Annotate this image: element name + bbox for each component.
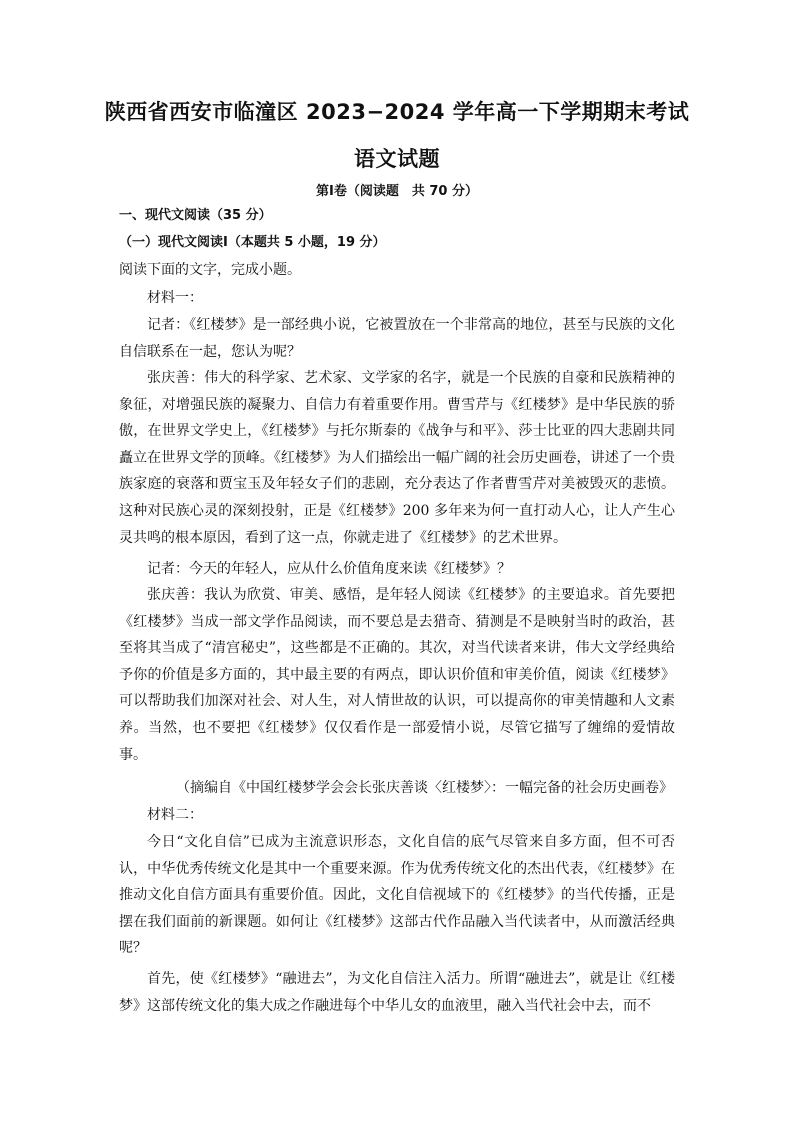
interview-answer-2: 张庆善：我认为欣赏、审美、感悟，是年轻人阅读《红楼梦》的主要追求。首先要把《红楼梦》当成一部文学作品阅读，而不要总是去猎奇、猜测是不是映射当时的政治，甚至将其当成了“清宫秘史”，这些都是不正确的。其次，对当代读者来讲，伟大文学经典给予你的价值是多方面的，其中最主要的有两点，即认识价值和审美价值，阅读《红楼梦》可以帮助我们加深对社会、对人生，对人情世故的认识，可以提高你的审美情趣和人文素养。当然，也不要把《红楼梦》仅仅看作是一部爱情小说，尽管它描写了缠绵的爱情故事。 <box>119 587 675 763</box>
material-one-label: 材料一： <box>147 290 203 306</box>
material-one-source: （摘编自《中国红楼梦学会会长张庆善谈〈红楼梦〉：一幅完备的社会历史画卷》 <box>176 780 673 796</box>
interview-question-2: 记者：今天的年轻人，应从什么价值角度来读《红楼梦》？ <box>147 561 511 577</box>
section-heading: 一、现代文阅读（35 分） <box>119 208 272 223</box>
material-two-paragraph-1: 今日“文化自信”已成为主流意识形态，文化自信的底气尽管来自多方面，但不可否认，中华优秀传统文化是其中一个重要来源。作为优秀传统文化的杰出代表，《红楼梦》在推动文化自信方面具有重要价值。因此，文化自信视域下的《红楼梦》的当代传播，正是摆在我们面前的新课题。如何让《红楼梦》这部古代作品融入当代读者中，从而激活经典呢？ <box>119 834 675 957</box>
subsection-heading: （一）现代文阅读Ⅰ（本题共 5 小题，19 分） <box>119 235 386 250</box>
interview-question-1: 记者：《红楼梦》是一部经典小说，它被置放在一个非常高的地位，甚至与民族的文化自信联系在一起，您认为呢？ <box>119 317 675 360</box>
material-two-paragraph-2: 首先，使《红楼梦》“融进去”，为文化自信注入活力。所谓“融进去”，就是让《红楼梦》这部传统文化的集大成之作融进每个中华儿女的血液里，融入当代社会中去，而不 <box>119 971 675 1014</box>
material-two-label: 材料二： <box>147 807 203 823</box>
interview-answer-1: 张庆善：伟大的科学家、艺术家、文学家的名字，就是一个民族的自豪和民族精神的象征，对增强民族的凝聚力、自信力有着重要作用。曹雪芹与《红楼梦》是中华民族的骄傲，在世界文学史上，《红楼梦》与托尔斯泰的《战争与和平》、莎士比亚的四大悲剧共同矗立在世界文学的顶峰。《红楼梦》为人们描绘出一幅广阔的社会历史画卷，讲述了一个贵族家庭的衰落和贾宝玉及年轻女子们的悲剧，充分表达了作者曹雪芹对美被毁灭的悲愤。这种对民族心灵的深刻投射，正是《红楼梦》200 多年来为何一直打动人心，让人产生心灵共鸣的根本原因，看到了这一点，你就走进了《红楼梦》的艺术世界。 <box>119 370 675 546</box>
exam-title: 陕西省西安市临潼区 2023−2024 学年高一下学期期末考试 <box>104 100 690 124</box>
reading-instruction: 阅读下面的文字，完成小题。 <box>119 262 301 278</box>
exam-subtitle: 语文试题 <box>354 147 440 171</box>
part-heading: 第Ⅰ卷（阅读题 共 70 分） <box>316 184 478 199</box>
